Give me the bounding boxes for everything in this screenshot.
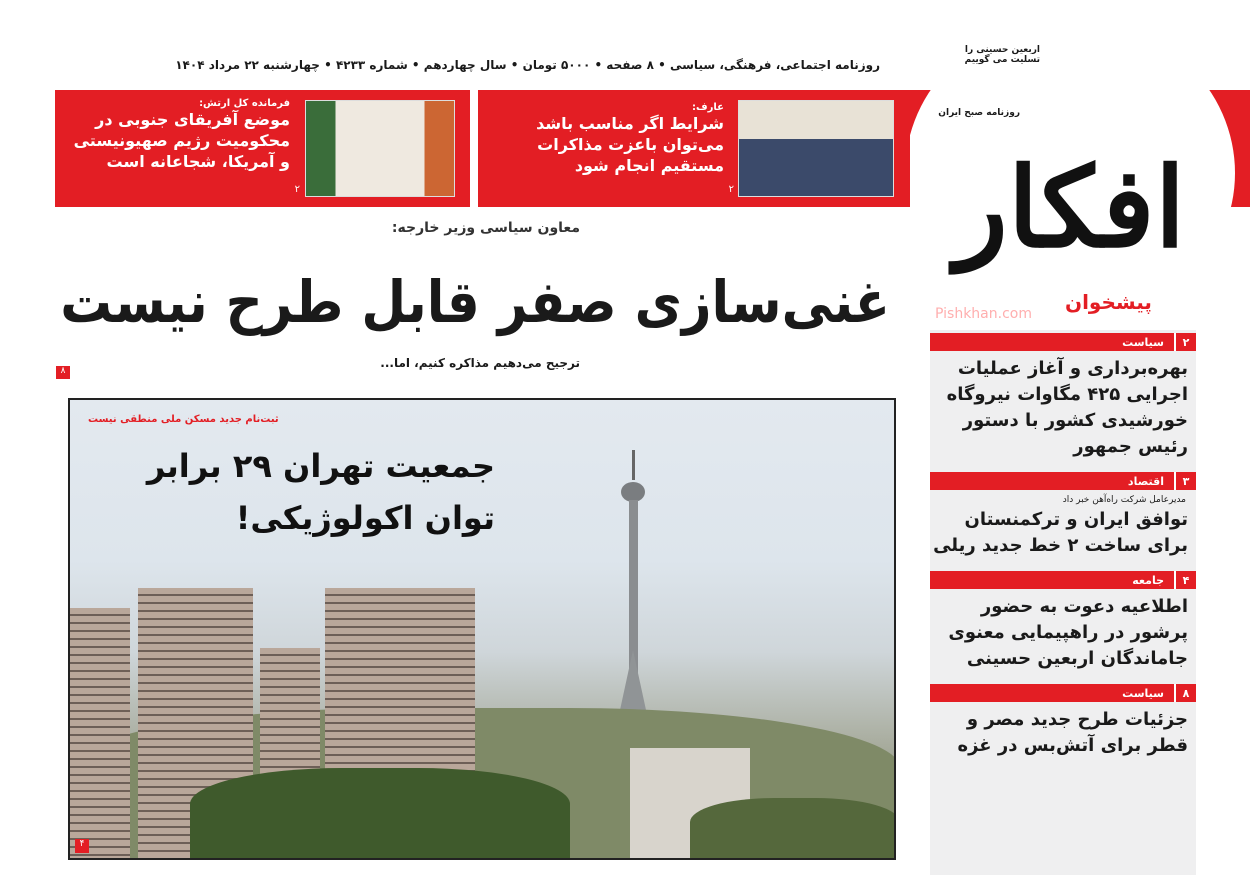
watermark: پیشخوان <box>1065 290 1152 314</box>
page-ref: ۲ <box>1174 333 1196 351</box>
sidebar-headline: بهره‌برداری و آغاز عملیات اجرایی ۴۲۵ مگاوات نیروگاه خورشیدی کشور با دستور رئیس جمهور <box>946 358 1188 457</box>
sidebar-item[interactable] <box>930 684 1196 759</box>
sidebar-headline: جزئیات طرح جدید مصر و قطر برای آتش‌بس در غزه <box>957 709 1188 756</box>
top-story-kicker: فرمانده کل ارتش: <box>199 98 290 109</box>
top-story-2[interactable] <box>55 90 470 207</box>
lead-subline: ترجیح می‌دهیم مذاکره کنیم، اما... <box>380 356 580 370</box>
section-label: سیاست <box>1122 335 1164 349</box>
sidebar-subtitle: مدیرعامل شرکت راه‌آهن خبر داد <box>1062 495 1186 505</box>
sidebar-headline: توافق ایران و ترکمنستان برای ساخت ۲ خط جدید ریلی <box>933 509 1188 556</box>
sidebar-news <box>930 330 1196 875</box>
sidebar-item[interactable] <box>930 472 1196 559</box>
meeting-photo <box>738 100 894 197</box>
newspaper-logo: افکار <box>954 143 1186 272</box>
section-label: اقتصاد <box>1127 474 1164 488</box>
page-ref: ۲ <box>294 184 300 195</box>
page-ref: ۳ <box>1174 472 1196 490</box>
masthead-tagline: روزنامه صبح ایران <box>938 108 1020 118</box>
page-ref: ۸ <box>1174 684 1196 702</box>
page-ref: ۴ <box>1174 571 1196 589</box>
sidebar-item[interactable] <box>930 333 1196 460</box>
watermark-url: Pishkhan.com <box>935 306 1032 322</box>
top-story-1[interactable] <box>478 90 910 207</box>
lead-kicker: معاون سیاسی وزیر خارجه: <box>391 220 580 236</box>
photo-story-kicker: ثبت‌نام جدید مسکن ملی منطقی نیست <box>88 414 279 425</box>
masthead-notice: اربعین حسینی را تسلیت می گوییم <box>964 45 1040 65</box>
section-label: سیاست <box>1122 686 1164 700</box>
photo-story-headline: جمعیت تهران ۲۹ برابر توان اکولوژیکی! <box>146 447 495 537</box>
issue-info: روزنامه اجتماعی، فرهنگی، سیاسی • ۸ صفحه • ۵۰۰۰ تومان • سال چهاردهم • شماره ۴۲۳۳ • چهارشنبه ۲۲ مرداد ۱۴۰۴ <box>175 58 880 72</box>
lead-headline[interactable]: غنی‌سازی صفر قابل طرح نیست <box>60 268 890 336</box>
sidebar-item[interactable] <box>930 571 1196 672</box>
lead-page-ref: ۸ <box>56 366 70 379</box>
photo-story-page-ref: ۴ <box>75 839 89 853</box>
meeting-photo <box>305 100 455 197</box>
top-story-headline: شرایط اگر مناسب باشد می‌توان باعزت مذاکرات مستقیم انجام شود <box>536 114 724 175</box>
milad-tower-icon <box>615 450 655 710</box>
top-story-headline: موضع آفریقای جنوبی در محکومیت رژیم صهیونیستی و آمریکا، شجاعانه است <box>73 110 290 171</box>
top-story-kicker: عارف: <box>692 102 724 113</box>
section-label: جامعه <box>1132 573 1164 587</box>
sidebar-headline: اطلاعیه دعوت به حضور پرشور در راهپیمایی معنوی جاماندگان اربعین حسینی <box>948 596 1188 669</box>
page-ref: ۲ <box>728 184 734 195</box>
tehran-photo-story[interactable] <box>68 398 896 860</box>
